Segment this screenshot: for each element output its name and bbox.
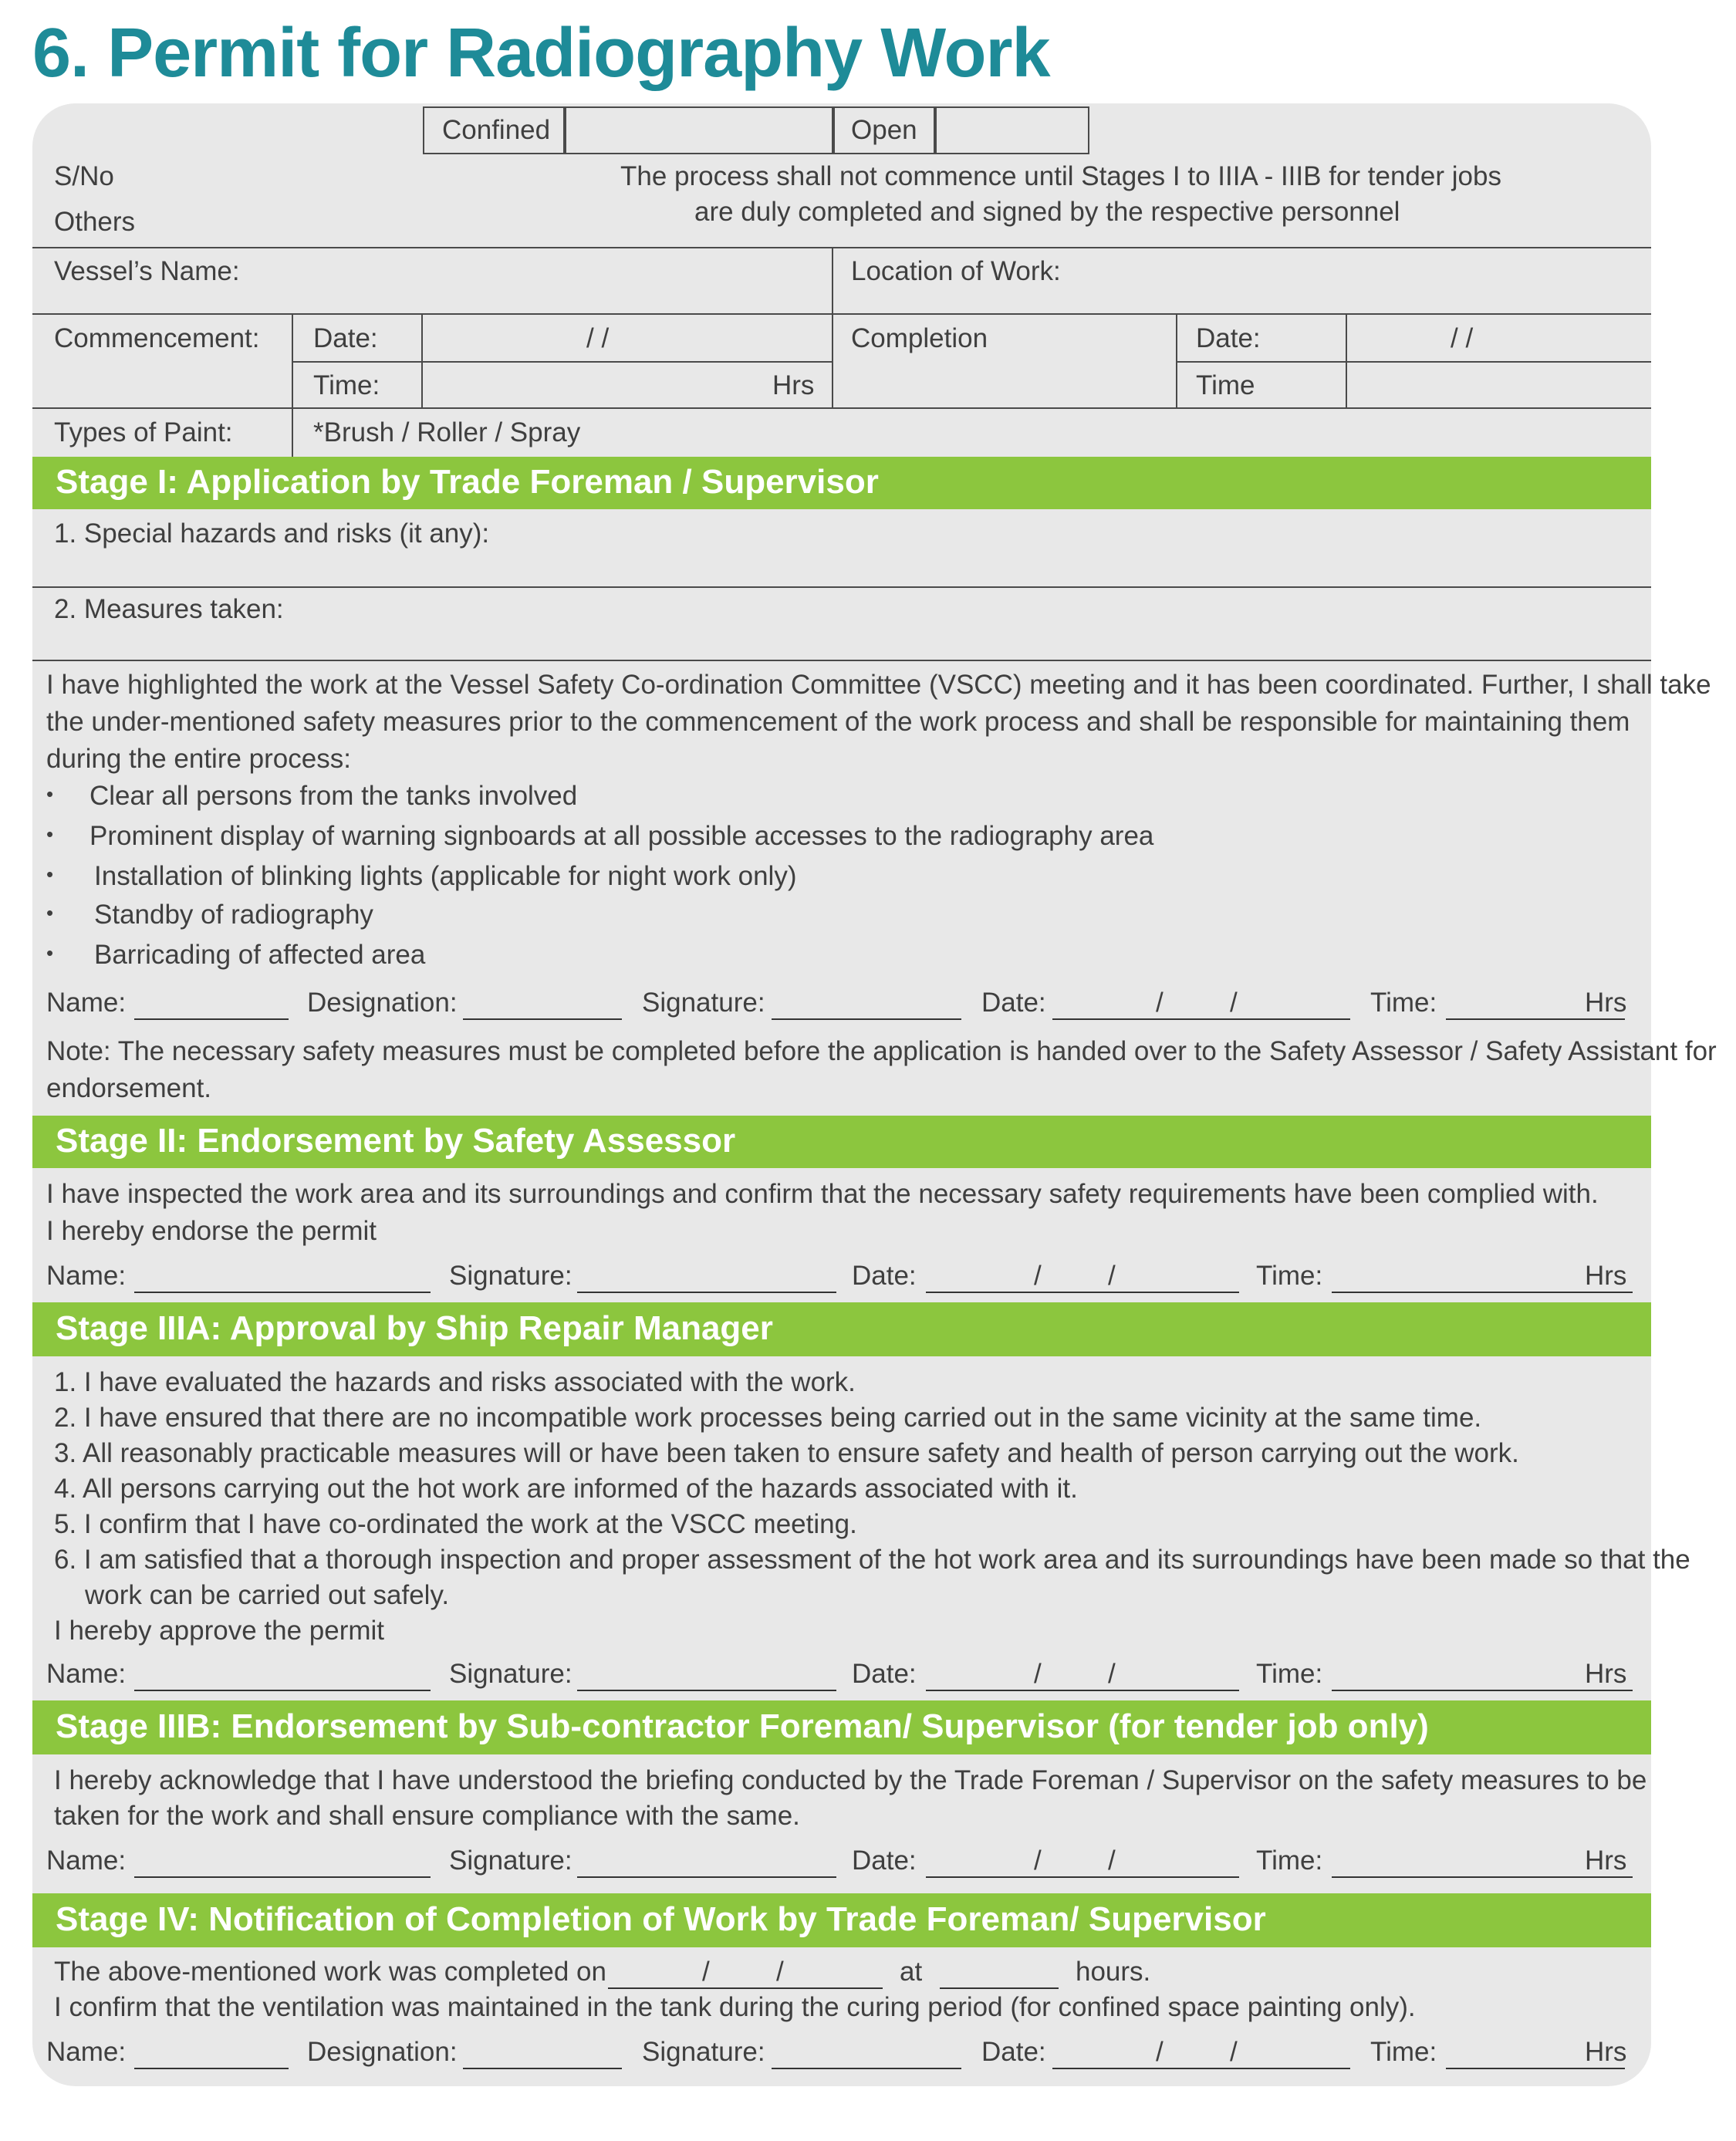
name-label: Name: [46,1261,127,1291]
vessel-name-label: Vessel’s Name: [54,256,240,286]
hazards-row-bottom [32,586,1651,588]
completion-date-label: Date: [1196,323,1261,353]
stage-2-heading: Stage II: Endorsement by Safety Assessor [56,1122,736,1160]
time-label: Time: [1256,1261,1323,1291]
stage-3a-item: 4. All persons carrying out the hot work are informed of the hazards associated with it. [54,1474,1078,1504]
time-label: Time: [1256,1659,1323,1689]
page-title: 6. Permit for Radiography Work [32,15,1050,92]
time-field[interactable] [1446,1018,1625,1020]
signature-field[interactable] [577,1292,836,1293]
types-of-paint-label: Types of Paint: [54,417,233,447]
commencement-completion-divider [832,315,833,409]
date-field[interactable] [926,1876,1239,1878]
bullet-marker: • [46,822,54,846]
notice-line-1: The process shall not commence until Stages I to IIIA - IIIB for tender jobs [620,161,1501,191]
signature-label: Signature: [642,988,765,1018]
vessel-divider [832,247,833,315]
hrs-label: Hrs [1585,1261,1627,1291]
others-label: Others [54,207,136,237]
measures-row-bottom [32,660,1651,661]
date-label: Date: [852,1846,917,1876]
name-field[interactable] [134,1292,431,1293]
stage-2-band [32,1116,1651,1168]
date-label: Date: [981,988,1046,1018]
time-field[interactable] [1332,1876,1633,1878]
name-field[interactable] [134,2068,289,2069]
stage-3a-item-6-continuation: work can be carried out safely. [85,1580,450,1610]
vessel-row-bottom [32,313,1651,315]
name-field[interactable] [134,1018,289,1020]
time-field[interactable] [1332,1690,1633,1691]
name-label: Name: [46,2037,127,2067]
date-slash: / [1230,2037,1238,2067]
date-label: Date: [852,1261,917,1291]
name-label: Name: [46,988,127,1018]
signature-label: Signature: [642,2037,765,2067]
signature-label: Signature: [449,1659,572,1689]
completed-at-time-field[interactable] [940,1987,1059,1989]
bullet-marker: • [46,863,54,886]
sno-label: S/No [54,161,114,191]
name-field[interactable] [134,1876,431,1878]
location-of-work-label: Location of Work: [851,256,1061,286]
date-field[interactable] [1052,2068,1350,2069]
stage-1-heading: Stage I: Application by Trade Foreman / Supervisor [56,463,879,501]
at-label: at [900,1957,923,1987]
date-field[interactable] [1052,1018,1350,1020]
date-slash: / [1230,988,1238,1018]
stage-4-heading: Stage IV: Notification of Completion of Work by Trade Foreman/ Supervisor [56,1900,1266,1938]
signature-field[interactable] [577,1690,836,1691]
date-slash: / [1108,1261,1116,1291]
name-field[interactable] [134,1690,431,1691]
date-slash: / [1034,1846,1042,1876]
signature-label: Signature: [449,1261,572,1291]
completion-date-value[interactable]: / / [1451,323,1474,353]
commencement-date-bottom [292,361,832,363]
open-label: Open [851,115,917,145]
bullet-item: Installation of blinking lights (applicable for night work only) [94,861,797,891]
stage-3b-heading: Stage IIIB: Endorsement by Sub-contractor Foreman/ Supervisor (for tender job only) [56,1707,1429,1745]
designation-field[interactable] [463,2068,622,2069]
date-slash: / [1108,1846,1116,1876]
stage-2-line-2: I hereby endorse the permit [46,1216,377,1246]
commencement-hrs: Hrs [772,370,815,400]
confined-label: Confined [442,115,551,145]
paint-divider [292,409,293,457]
signature-field[interactable] [577,1876,836,1878]
date-slash: / [776,1957,784,1987]
completed-on-label: The above-mentioned work was completed on [54,1957,606,1987]
hrs-label: Hrs [1585,1846,1627,1876]
stage-3a-heading: Stage IIIA: Approval by Ship Repair Manager [56,1309,773,1347]
date-label: Date: [852,1659,917,1689]
time-row-bottom [32,407,1651,409]
ventilation-confirm: I confirm that the ventilation was maintained in the tank during the curing period (for confined space painting only). [54,1992,1416,2022]
stage-3b-line-1: I hereby acknowledge that I have understood the briefing conducted by the Trade Foreman / Supervisor on the safety measures to be [54,1765,1647,1795]
date-slash: / [1108,1659,1116,1689]
bullet-item: Clear all persons from the tanks involved [90,781,578,811]
notice-line-2: are duly completed and signed by the respective personnel [694,197,1400,227]
completion-date-bottom [1176,361,1651,363]
date-slash: / [1034,1261,1042,1291]
commencement-date-value[interactable]: / / [586,323,610,353]
date-slash: / [702,1957,710,1987]
completion-label: Completion [851,323,988,353]
bullet-marker: • [46,901,54,924]
hrs-label: Hrs [1585,2037,1627,2067]
date-field[interactable] [926,1292,1239,1293]
stage-4-band [32,1893,1651,1947]
commencement-date-label: Date: [313,323,378,353]
stage-3b-line-2: taken for the work and shall ensure compliance with the same. [54,1801,800,1831]
bullet-marker: • [46,782,54,805]
bullet-item: Prominent display of warning signboards at all possible accesses to the radiography area [90,821,1154,851]
date-slash: / [1156,2037,1164,2067]
designation-label: Designation: [307,2037,458,2067]
signature-field[interactable] [772,2068,961,2069]
date-label: Date: [981,2037,1046,2067]
stage-1-note-line-1: Note: The necessary safety measures must be completed before the application is handed over to the Safety Assessor / Safety Assistant for [46,1036,1717,1066]
time-label: Time: [1256,1846,1323,1876]
commencement-label: Commencement: [54,323,260,353]
date-slash: / [1034,1659,1042,1689]
designation-field[interactable] [463,1018,622,1020]
designation-label: Designation: [307,988,458,1018]
stage-2-line-1: I have inspected the work area and its surroundings and confirm that the necessary safety requirements have been complied with. [46,1179,1599,1209]
bullet-marker: • [46,941,54,964]
stage-1-band [32,457,1651,509]
hours-label: hours. [1076,1957,1151,1987]
stage-3a-item: 2. I have ensured that there are no incompatible work processes being carried out in the same vicinity at the same time. [54,1403,1482,1433]
paint-options[interactable]: *Brush / Roller / Spray [313,417,581,447]
stage-3b-band [32,1700,1651,1754]
commencement-time-label: Time: [313,370,380,400]
stage-1-para-line-2: the under-mentioned safety measures prior to the commencement of the work process and shall be responsible for maintaining them [46,707,1630,737]
open-checkbox-cell[interactable] [934,106,1089,154]
confined-checkbox-cell[interactable] [563,106,835,154]
bullet-item: Barricading of affected area [94,940,426,970]
bullet-item: Standby of radiography [94,900,373,930]
time-label: Time: [1370,988,1437,1018]
time-field[interactable] [1446,2068,1625,2069]
stage-1-para-line-3: during the entire process: [46,744,351,774]
signature-label: Signature: [449,1846,572,1876]
stage-3a-item: 1. I have evaluated the hazards and risks associated with the work. [54,1367,856,1397]
stage-3a-item: 6. I am satisfied that a thorough inspection and proper assessment of the hot work area and its surroundings have been made so that the [54,1545,1690,1575]
completion-time-label: Time [1196,370,1255,400]
hrs-label: Hrs [1585,988,1627,1018]
stage-3a-band [32,1302,1651,1356]
hrs-label: Hrs [1585,1659,1627,1689]
completed-on-date-field[interactable] [608,1987,883,1989]
name-label: Name: [46,1659,127,1689]
header-divider [32,247,1651,248]
stage-3a-approve: I hereby approve the permit [54,1616,385,1646]
stage-3a-item: 3. All reasonably practicable measures will or have been taken to ensure safety and health of person carrying out the work. [54,1438,1519,1468]
signature-field[interactable] [772,1018,961,1020]
date-slash: / [1156,988,1164,1018]
stage-1-note-line-2: endorsement. [46,1073,212,1103]
time-field[interactable] [1332,1292,1633,1293]
name-label: Name: [46,1846,127,1876]
stage-3a-item: 5. I confirm that I have co-ordinated the work at the VSCC meeting. [54,1509,857,1539]
date-field[interactable] [926,1690,1239,1691]
stage-1-para-line-1: I have highlighted the work at the Vessel Safety Co-ordination Committee (VSCC) meeting and it has been coordinated. Further, I shall take [46,670,1711,700]
special-hazards-label: 1. Special hazards and risks (it any): [54,518,490,549]
measures-taken-label: 2. Measures taken: [54,594,284,624]
time-label: Time: [1370,2037,1437,2067]
